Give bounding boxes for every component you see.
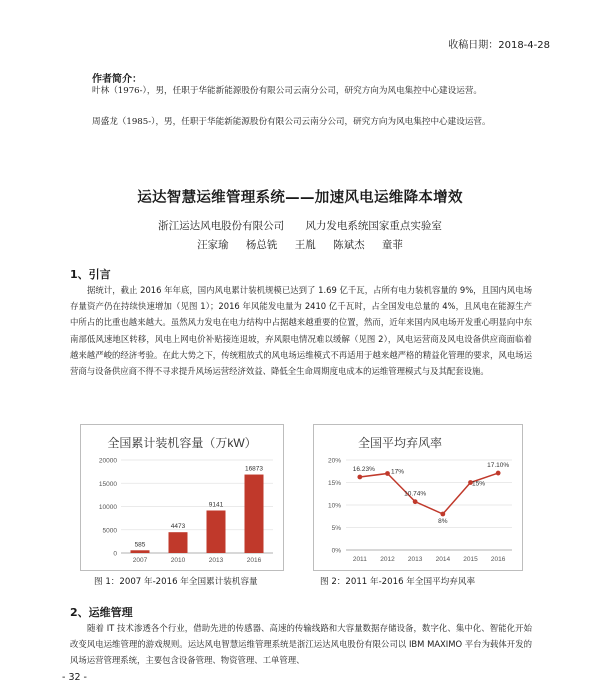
point-value-label: 16.23%	[352, 465, 375, 473]
x-tick-label: 2015	[463, 556, 478, 563]
y-tick-label: 15000	[98, 480, 117, 488]
series-line	[360, 473, 498, 514]
chart-title: 全国累计装机容量（万kW）	[107, 436, 257, 450]
point-value-label: 10.74%	[404, 490, 427, 498]
intro-paragraph: 据统计，截止 2016 年年底，国内风电累计装机规模已达到了 1.69 亿千瓦，占所有电力装机容量的 9%，且国内风电场存量资产仍在持续快速增加（见图 1）；2016 年风能发电量为 2410 亿千瓦时，占全国发电总量的 4%，且风电在能源生产中所占的比重也越来越大。虽然风力发电在电力结构中占据越来越重要的位置，然而，近年来国内风电场开发重心明显向中东南部低风速地区转移，风电上网电价补贴接连退坡，弃风限电情况难以缓解（见图 2），风电运营商及风电设备供应商面临着越来越严峻的经济考验。在此大势之下，传统粗放式的风电场运维模式不再适用于越来越严格的精益化管理的要求，风电场运营商与设备供应商不得不寻求提升风场运营经济效益、降低全生命周期度电成本的运维管理模式与及其配套设施。	[70, 285, 532, 377]
y-tick-label: 5%	[331, 525, 341, 532]
author-bio-1: 叶林（1976-），男，任职于华能新能源股份有限公司云南分公司，研究方向为风电集控中心建设运营。	[92, 86, 483, 96]
bar-value-label: 9141	[208, 501, 224, 509]
x-tick-label: 2007	[132, 557, 148, 564]
x-tick-label: 2013	[407, 556, 423, 563]
bar-value-label: 16873	[244, 465, 264, 473]
bar	[207, 510, 226, 553]
y-tick-label: 0%	[331, 547, 341, 555]
x-tick-label: 2012	[380, 556, 395, 563]
data-point	[440, 512, 445, 517]
section-heading-operations: 2、运维管理	[70, 606, 133, 619]
received-date: 收稿日期：2018-4-28	[448, 40, 550, 51]
point-value-label: 8%	[438, 518, 448, 525]
figure-2-caption: 图 2：2011 年-2016 年全国平均弃风率	[320, 577, 476, 587]
author-names: 汪家瑜 杨总铣 王胤 陈斌杰 童菲	[197, 239, 403, 251]
bar-value-label: 4473	[170, 523, 186, 531]
bar	[245, 475, 264, 553]
bar	[131, 550, 150, 553]
data-point	[413, 499, 418, 504]
y-tick-label: 15%	[327, 480, 341, 487]
y-tick-label: 5000	[102, 527, 117, 535]
x-tick-label: 2014	[435, 556, 451, 563]
x-tick-label: 2010	[170, 557, 186, 564]
data-point	[385, 471, 390, 476]
y-tick-label: 20000	[98, 457, 117, 465]
operations-paragraph: 随着 IT 技术渗透各个行业，借助先进的传感器、高速的传输线路和大容量数据存储设备，数字化、集中化、智能化开始改变风电运维管理的游戏规则。运达风电智慧运维管理系统是浙江运达风电股份有限公司以 IBM MAXIMO 平台为载体开发的风场运营管理系统，主要包含设备管理、物资管理、工单管理、	[70, 623, 532, 666]
bar-value-label: 585	[134, 541, 146, 549]
x-tick-label: 2013	[208, 557, 224, 564]
curtailment-line-chart	[313, 424, 523, 571]
capacity-bar-chart	[80, 424, 284, 571]
author-bio-2: 周盛龙（1985-），男，任职于华能新能源股份有限公司云南分公司，研究方向为风电集控中心建设运营。	[92, 117, 491, 127]
capacity-chart-svg	[81, 425, 283, 570]
chart-title: 全国平均弃风率	[357, 436, 443, 450]
bar	[169, 532, 188, 553]
author-intro-heading: 作者简介：	[92, 74, 142, 85]
y-tick-label: 10%	[327, 502, 341, 510]
curtailment-chart-svg	[314, 425, 522, 570]
x-tick-label: 2011	[352, 556, 367, 563]
x-tick-label: 2016	[490, 556, 506, 563]
data-point	[357, 475, 362, 480]
y-tick-label: 20%	[327, 457, 341, 465]
section-heading-intro: 1、引言	[70, 268, 111, 281]
article-title: 运达智慧运维管理系统——加速风电运维降本增效	[137, 190, 463, 206]
x-tick-label: 2016	[246, 557, 262, 564]
point-value-label: 15%	[471, 480, 486, 488]
point-value-label: 17%	[390, 468, 405, 476]
affiliation: 浙江运达风电股份有限公司 风力发电系统国家重点实验室	[158, 220, 442, 232]
point-value-label: 17.10%	[487, 462, 510, 470]
y-tick-label: 0	[113, 550, 117, 558]
data-point	[496, 471, 501, 476]
y-tick-label: 10000	[98, 504, 117, 511]
figure-1-caption: 图 1：2007 年-2016 年全国累计装机容量	[94, 577, 258, 587]
page-number: - 32 -	[62, 672, 87, 683]
